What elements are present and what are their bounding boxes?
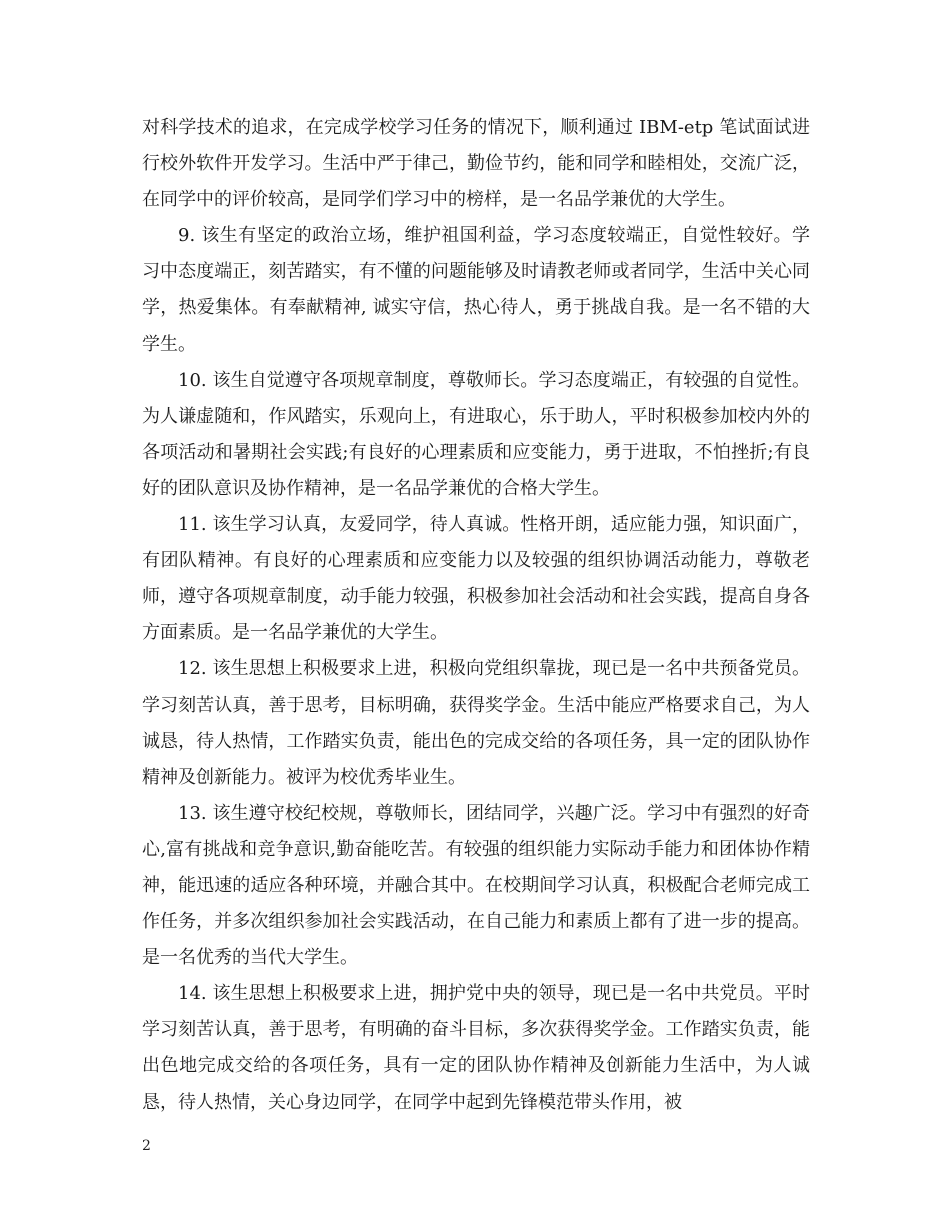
document-body [142, 110, 810, 1121]
paragraph-continuation: 对科学技术的追求，在完成学校学习任务的情况下，顺利通过 IBM-etp 笔试面试进行校外软件开发学习。生活中严于律己，勤俭节约，能和同学和睦相处，交流广泛，在同学中的评价较高，是同学们学习中的榜样，是一名品学兼优的大学生。 [142, 117, 810, 211]
paragraph-item-10: 10. 该生自觉遵守各项规章制度，尊敬师长。学习态度端正，有较强的自觉性。为人谦虚随和，作风踏实，乐观向上，有进取心，乐于助人，平时积极参加校内外的各项活动和暑期社会实践;有良好的心理素质和应变能力，勇于进取，不怕挫折;有良好的团队意识及协作精神，是一名品学兼优的合格大学生。 [142, 369, 810, 499]
paragraph-item-12: 12. 该生思想上积极要求上进，积极向党组织靠拢，现已是一名中共预备党员。学习刻苦认真，善于思考，目标明确，获得奖学金。生活中能应严格要求自己，为人诚恳，待人热情，工作踏实负责，能出色的完成交给的各项任务，具一定的团队协作精神及创新能力。被评为校优秀毕业生。 [142, 658, 810, 788]
page-number: 2 [142, 1138, 151, 1154]
paragraph-item-13: 13. 该生遵守校纪校规，尊敬师长，团结同学，兴趣广泛。学习中有强烈的好奇心,富有挑战和竞争意识,勤奋能吃苦。有较强的组织能力实际动手能力和团体协作精神，能迅速的适应各种环境，并融合其中。在校期间学习认真，积极配合老师完成工作任务，并多次组织参加社会实践活动，在自己能力和素质上都有了进一步的提高。是一名优秀的当代大学生。 [142, 802, 810, 969]
paragraph-item-14: 14. 该生思想上积极要求上进，拥护党中央的领导，现已是一名中共党员。平时学习刻苦认真，善于思考，有明确的奋斗目标，多次获得奖学金。工作踏实负责，能出色地完成交给的各项任务，具有一定的团队协作精神及创新能力生活中，为人诚恳，待人热情，关心身边同学，在同学中起到先锋模范带头作用，被 [142, 983, 810, 1113]
paragraph-item-9: 9. 该生有坚定的政治立场，维护祖国利益，学习态度较端正，自觉性较好。学习中态度端正，刻苦踏实，有不懂的问题能够及时请教老师或者同学，生活中关心同学，热爱集体。有奉献精神, 诚实守信，热心待人，勇于挑战自我。是一名不错的大学生。 [142, 225, 810, 355]
paragraph-item-11: 11. 该生学习认真，友爱同学，待人真诚。性格开朗，适应能力强，知识面广，有团队精神。有良好的心理素质和应变能力以及较强的组织协调活动能力，尊敬老师，遵守各项规章制度，动手能力较强，积极参加社会活动和社会实践，提高自身各方面素质。是一名品学兼优的大学生。 [142, 514, 810, 644]
